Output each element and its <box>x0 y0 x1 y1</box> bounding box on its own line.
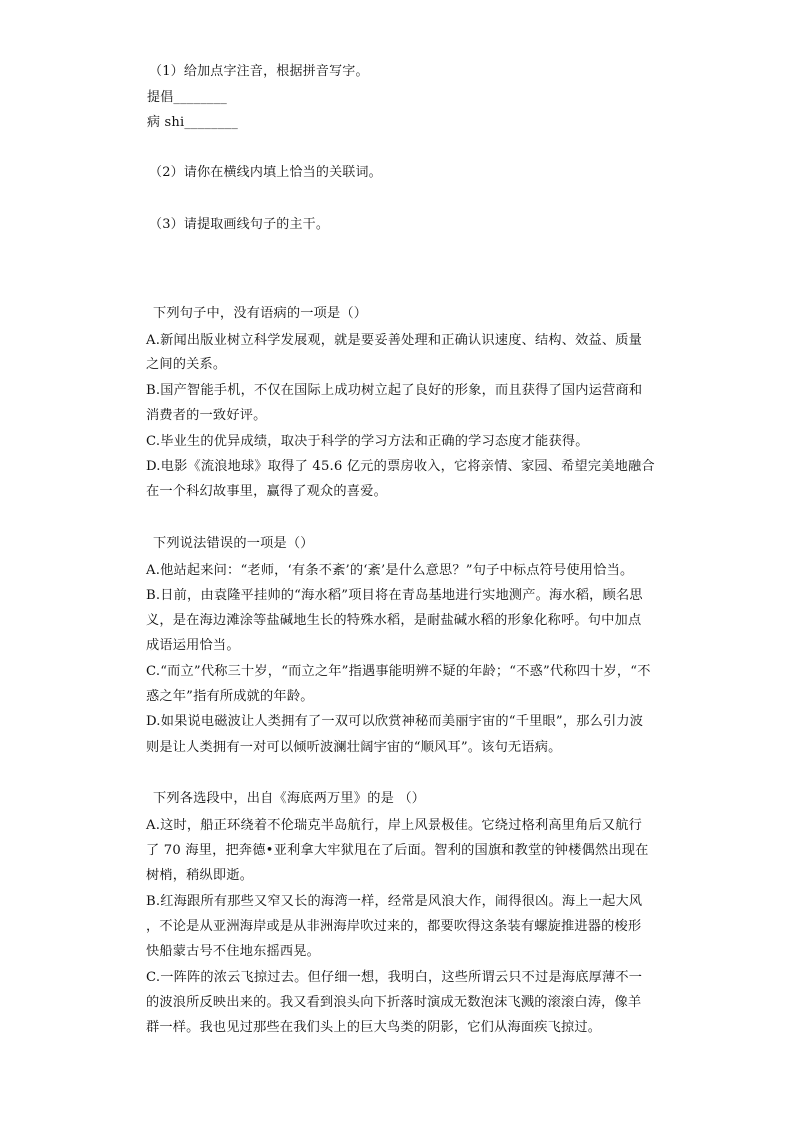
option-d-line-2: 则是让人类拥有一对可以倾听波澜壮阔宇宙的“顺风耳”。该句无语病。 <box>146 740 562 755</box>
option-c-line-2: 的波浪所反映出来的。我又看到浪头向下折落时演成无数泡沫飞溅的滚滚白涛，像羊 <box>146 995 642 1010</box>
option-d-line-1: D.电影《流浪地球》取得了 45.6 亿元的票房收入，它将亲情、家园、希望完美地融合 <box>146 459 655 474</box>
option-a-line-3: 树梢，稍纵即逝。 <box>146 868 254 883</box>
option-c-line-1: C.一阵阵的浓云飞掠过去。但仔细一想，我明白，这些所谓云只不过是海底厚薄不一 <box>146 970 643 985</box>
option-a-line-2: 之间的关系。 <box>146 357 227 372</box>
option-b-line-2: ，不论是从亚洲海岸或是从非洲海岸吹过来的，都要吹得这条装有螺旋推进器的梭形 <box>146 919 642 934</box>
option-a-line-1: A.这时，船正环绕着不伦瑞克半岛航行，岸上风景极佳。它绕过格利高里角后又航行 <box>146 818 643 833</box>
question-stem-grammar: 下列句子中，没有语病的一项是（） <box>153 306 368 321</box>
option-b-line-1: B.红海跟所有那些又窄又长的海湾一样，经常是风浪大作，闹得很凶。海上一起大风 <box>146 894 643 909</box>
option-b-line-3: 快船蒙古号不住地东摇西晃。 <box>146 944 321 959</box>
sub-question-3: （3）请提取画线句子的主干。 <box>149 217 330 232</box>
option-c-line-2: 惑之年”指有所成就的年龄。 <box>146 689 314 704</box>
option-b-line-1: B.日前，由袁隆平挂帅的“海水稻”项目将在青岛基地进行实地测产。海水稻，顾名思 <box>146 588 643 603</box>
sub-question-2: （2）请你在横线内填上恰当的关联词。 <box>149 165 382 180</box>
option-d-line-2: 在一个科幻故事里，赢得了观众的喜爱。 <box>146 484 387 499</box>
option-d-line-1: D.如果说电磁波让人类拥有了一双可以欣赏神秘而美丽宇宙的“千里眼”，那么引力波 <box>146 714 644 729</box>
option-a-line-2: 了 70 海里，把奔德•亚利拿大牢狱甩在了后面。智利的国旗和教堂的钟楼偶然出现在 <box>146 843 649 858</box>
option-a-line-1: A.新闻出版业树立科学发展观，就是要妥善处理和正确认识速度、结构、效益、质量 <box>146 333 643 348</box>
question-stem-errors: 下列说法错误的一项是（） <box>153 536 314 551</box>
fill-blank-tichang: 提倡________ <box>147 90 227 105</box>
option-b-line-2: 消费者的一致好评。 <box>146 408 267 423</box>
sub-question-1: （1）给加点字注音，根据拼音写字。 <box>149 64 369 79</box>
question-stem-novel: 下列各选段中，出自《海底两万里》的是 （） <box>153 791 426 806</box>
option-c-line-3: 群一样。我也见过那些在我们头上的巨大鸟类的阴影，它们从海面疾飞掠过。 <box>146 1020 602 1035</box>
option-b-line-3: 成语运用恰当。 <box>146 638 240 653</box>
fill-blank-bingshi: 病 shi________ <box>147 115 238 130</box>
option-c-line-1: C.毕业生的优异成绩，取决于科学的学习方法和正确的学习态度才能获得。 <box>146 434 589 449</box>
option-c-line-1: C.“而立”代称三十岁，“而立之年”指遇事能明辨不疑的年龄；“不惑”代称四十岁，“不 <box>146 664 651 679</box>
option-b-line-1: B.国产智能手机，不仅在国际上成功树立起了良好的形象，而且获得了国内运营商和 <box>146 383 643 398</box>
option-b-line-2: 义，是在海边滩涂等盐碱地生长的特殊水稻，是耐盐碱水稻的形象化称呼。句中加点 <box>146 613 642 628</box>
option-a-line-1: A.他站起来问：“老师，‘有条不紊’的‘紊’是什么意思？”句子中标点符号使用恰当。 <box>146 563 634 578</box>
